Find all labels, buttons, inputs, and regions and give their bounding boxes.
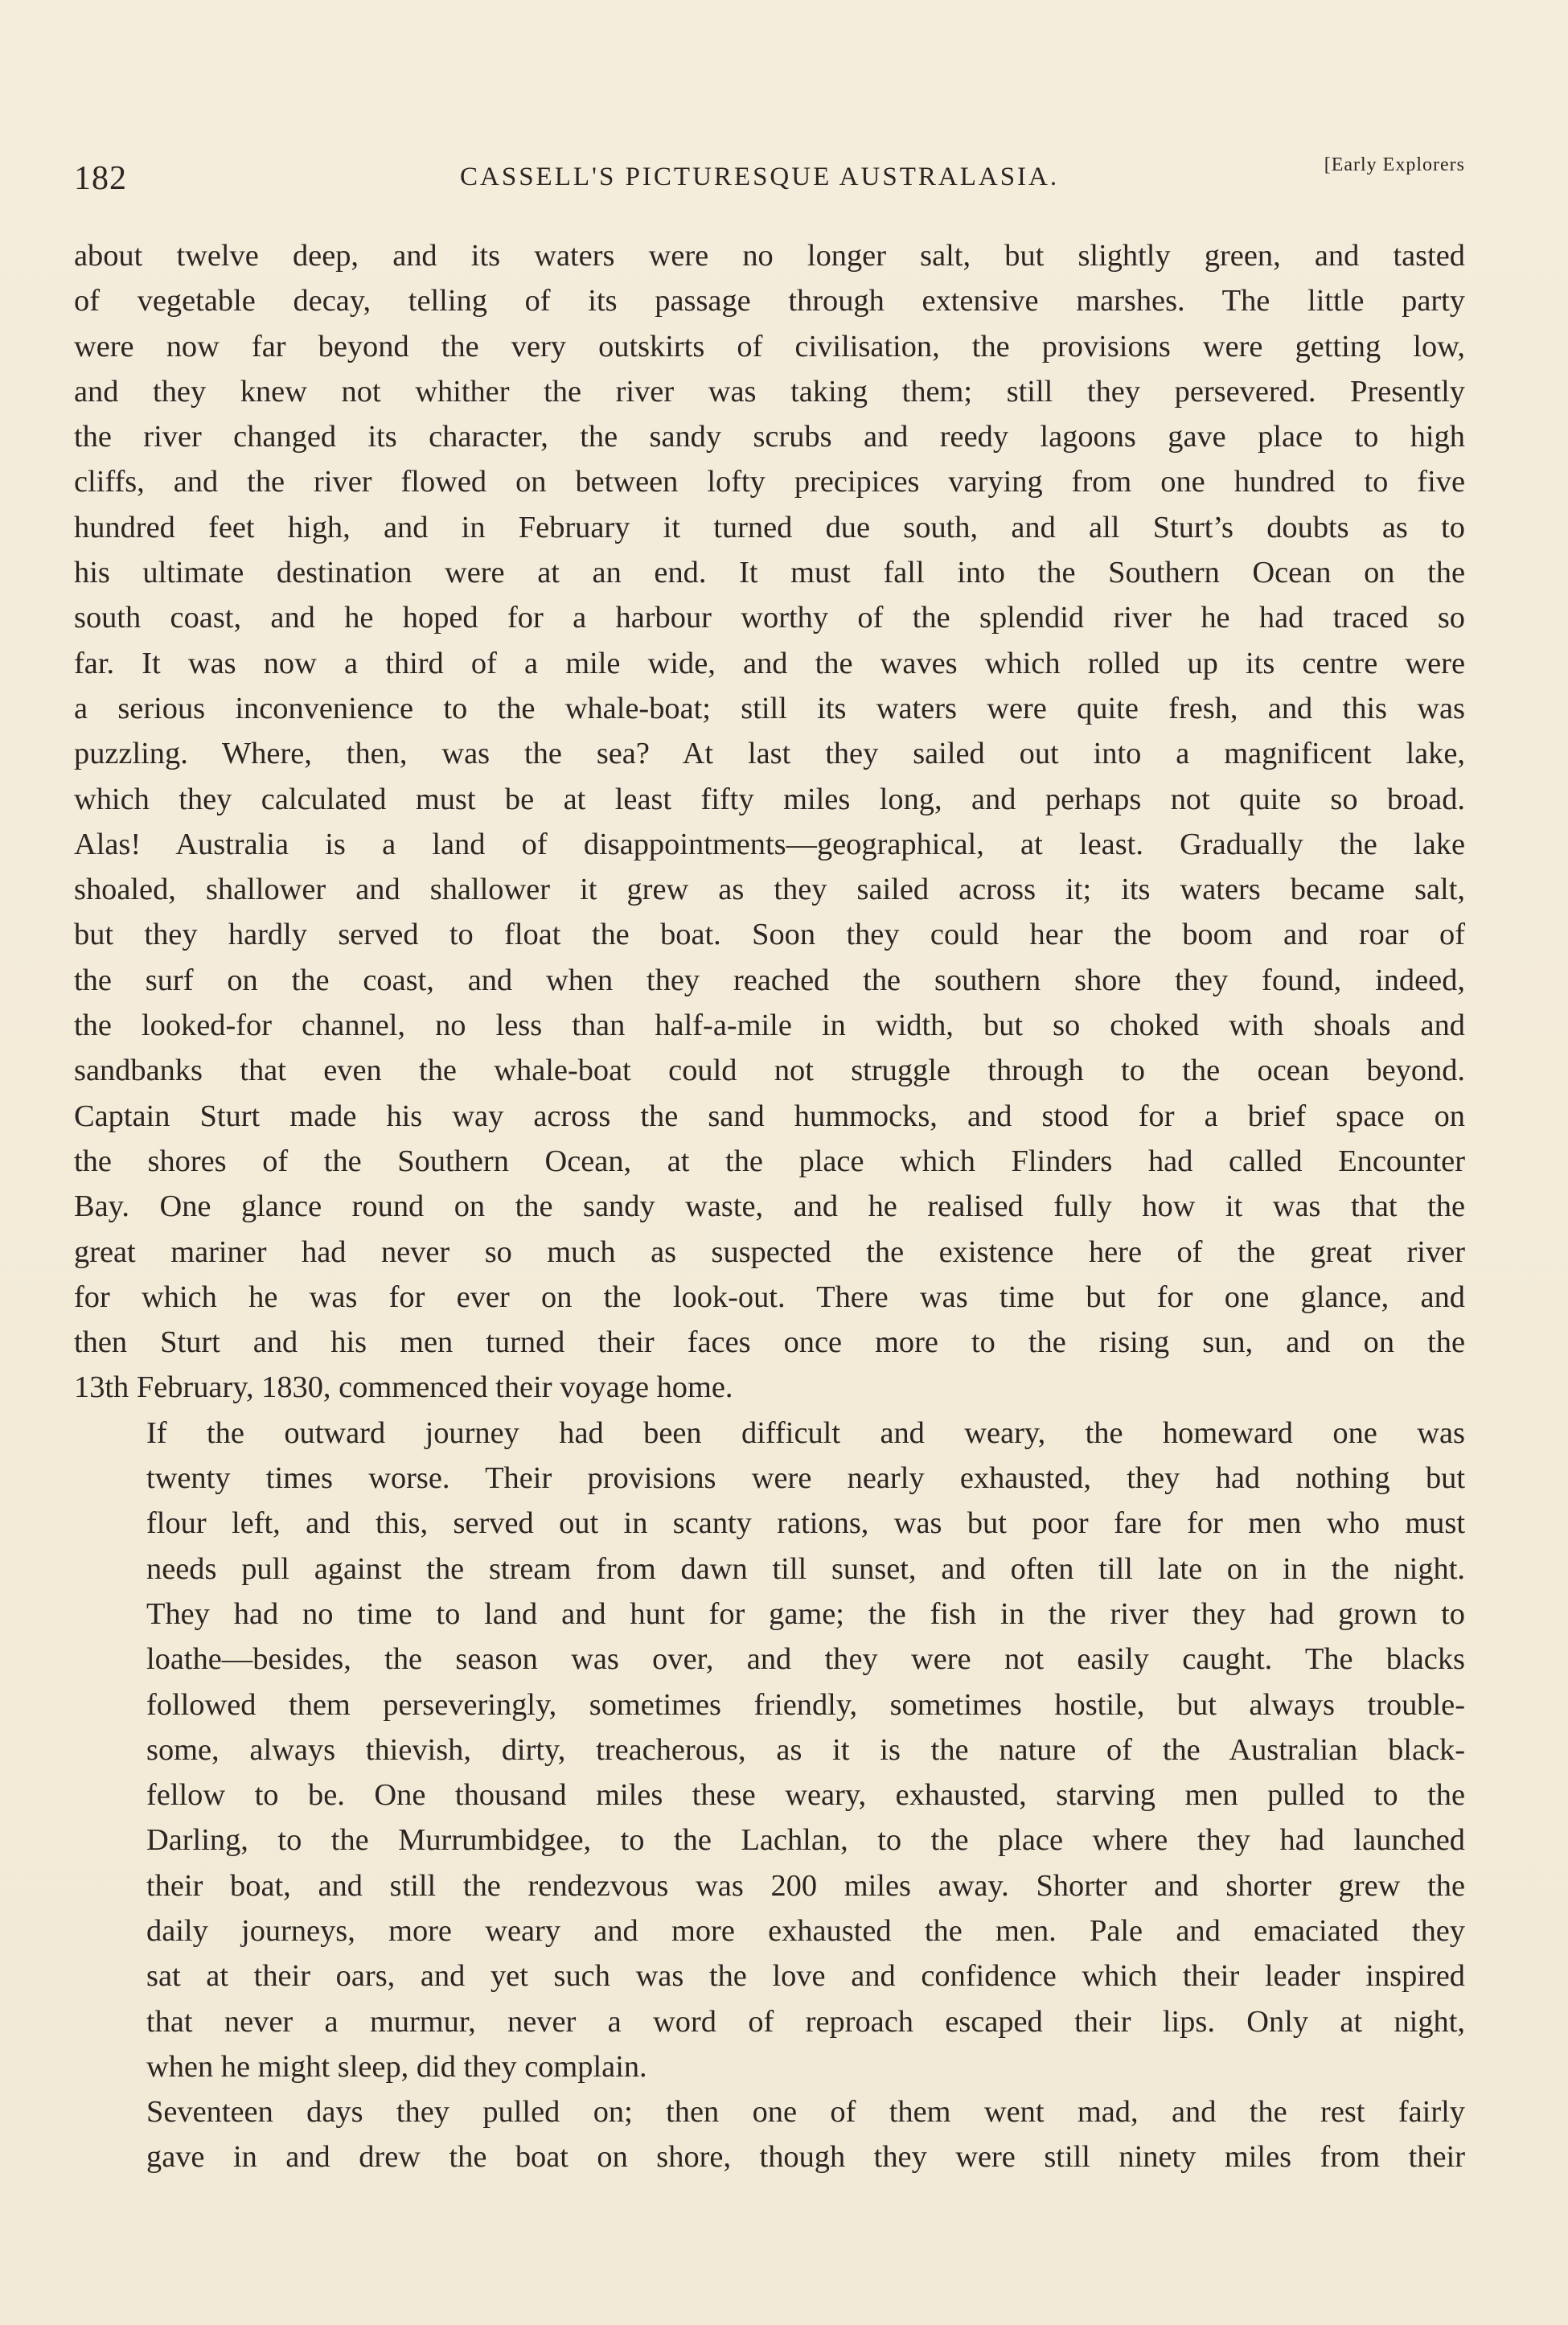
paragraph-2 bbox=[74, 1411, 1465, 2089]
text-line: and they knew not whither the river was taking them; still they persevered. Presently bbox=[74, 374, 1465, 409]
paragraph-1 bbox=[74, 233, 1465, 1411]
text-line: twenty times worse. Their provisions were nearly exhausted, they had nothing but bbox=[146, 1461, 1465, 1496]
text-line: daily journeys, more weary and more exhausted the men. Pale and emaciated they bbox=[146, 1913, 1465, 1948]
text-line: Seventeen days they pulled on; then one of them went mad, and the rest fairly bbox=[146, 2095, 1465, 2130]
text-line: the surf on the coast, and when they reached the southern shore they found, indeed, bbox=[74, 963, 1465, 997]
page-header bbox=[74, 153, 1465, 201]
page-number: 182 bbox=[74, 160, 127, 197]
text-line: great mariner had never so much as suspected the existence here of the great river bbox=[74, 1234, 1465, 1269]
text-line: sandbanks that even the whale-boat could not struggle through to the ocean beyond. bbox=[74, 1054, 1465, 1088]
text-line: about twelve deep, and its waters were no longer salt, but slightly green, and tasted bbox=[74, 239, 1465, 273]
text-line: If the outward journey had been difficult and weary, the homeward one was bbox=[146, 1415, 1465, 1450]
text-line: They had no time to land and hunt for game; the fish in the river they had grown to bbox=[146, 1596, 1465, 1631]
text-line: 13th February, 1830, commenced their voyage home. bbox=[74, 1370, 733, 1405]
text-line: the shores of the Southern Ocean, at the place which Flinders had called Encounter bbox=[74, 1144, 1465, 1178]
text-line: Darling, to the Murrumbidgee, to the Lachlan, to the place where they had launched bbox=[146, 1823, 1465, 1858]
body-text bbox=[74, 233, 1465, 2180]
running-title: CASSELL'S PICTURESQUE AUSTRALASIA. bbox=[460, 162, 1060, 191]
text-line: cliffs, and the river flowed on between lofty precipices varying from one hundred to five bbox=[74, 465, 1465, 499]
text-line: hundred feet high, and in February it turned due south, and all Sturt’s doubts as to bbox=[74, 510, 1465, 544]
text-line: their boat, and still the rendezvous was 200 miles away. Shorter and shorter grew the bbox=[146, 1868, 1465, 1903]
text-line: for which he was for ever on the look-out. There was time but for one glance, and bbox=[74, 1280, 1465, 1314]
text-line: fellow to be. One thousand miles these weary, exhausted, starving men pulled to the bbox=[146, 1778, 1465, 1813]
text-line: south coast, and he hoped for a harbour worthy of the splendid river he had traced so bbox=[74, 601, 1465, 635]
text-line: the river changed its character, the sandy scrubs and reedy lagoons gave place to high bbox=[74, 420, 1465, 454]
text-line: shoaled, shallower and shallower it grew as they sailed across it; its waters became salt, bbox=[74, 873, 1465, 907]
text-line: that never a murmur, never a word of reproach escaped their lips. Only at night, bbox=[146, 2004, 1465, 2039]
text-line: his ultimate destination were at an end. It must fall into the Southern Ocean on the bbox=[74, 556, 1465, 590]
paragraph-3 bbox=[74, 2089, 1465, 2180]
text-line: were now far beyond the very outskirts of civilisation, the provisions were getting low, bbox=[74, 329, 1465, 364]
text-line: Alas! Australia is a land of disappointments—geographical, at least. Gradually the lake bbox=[74, 827, 1465, 861]
text-line: Captain Sturt made his way across the sand hummocks, and stood for a brief space on bbox=[74, 1099, 1465, 1133]
text-line: puzzling. Where, then, was the sea? At last they sailed out into a magnificent lake, bbox=[74, 737, 1465, 771]
text-line: needs pull against the stream from dawn till sunset, and often till late on in the night. bbox=[146, 1551, 1465, 1586]
text-line: then Sturt and his men turned their faces once more to the rising sun, and on the bbox=[74, 1325, 1465, 1360]
text-line: some, always thievish, dirty, treacherous, as it is the nature of the Australian black- bbox=[146, 1732, 1465, 1767]
text-line: which they calculated must be at least fifty miles long, and perhaps not quite so broad. bbox=[74, 782, 1465, 816]
text-line: sat at their oars, and yet such was the love and confidence which their leader inspired bbox=[146, 1959, 1465, 1994]
text-line: of vegetable decay, telling of its passage through extensive marshes. The little party bbox=[74, 284, 1465, 318]
text-line: followed them perseveringly, sometimes friendly, sometimes hostile, but always trouble- bbox=[146, 1687, 1465, 1722]
text-line: far. It was now a third of a mile wide, and the waves which rolled up its centre were bbox=[74, 646, 1465, 680]
text-line: flour left, and this, served out in scanty rations, was but poor fare for men who must bbox=[146, 1506, 1465, 1541]
text-line: when he might sleep, did they complain. bbox=[146, 2049, 647, 2084]
text-line: a serious inconvenience to the whale-boat; still its waters were quite fresh, and this was bbox=[74, 691, 1465, 725]
section-label: [Early Explorers bbox=[1324, 154, 1465, 175]
text-line: but they hardly served to float the boat. Soon they could hear the boom and roar of bbox=[74, 918, 1465, 952]
text-line: gave in and drew the boat on shore, though they were still ninety miles from their bbox=[146, 2140, 1465, 2175]
text-line: Bay. One glance round on the sandy waste, and he realised fully how it was that the bbox=[74, 1189, 1465, 1224]
text-line: the looked-for channel, no less than half-a-mile in width, but so choked with shoals and bbox=[74, 1008, 1465, 1043]
text-line: loathe—besides, the season was over, and they were not easily caught. The blacks bbox=[146, 1642, 1465, 1677]
